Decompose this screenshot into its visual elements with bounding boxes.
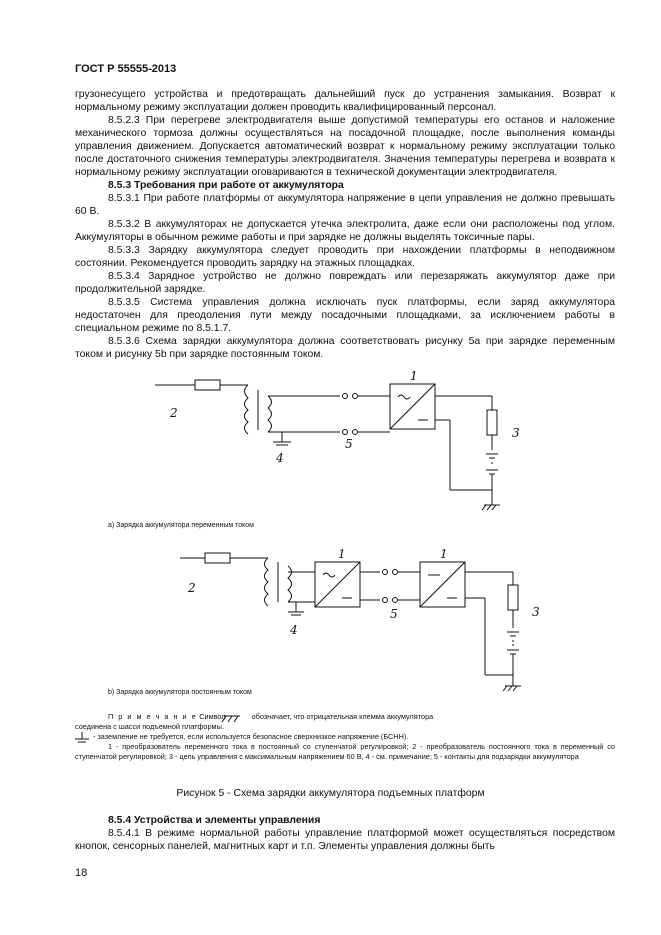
note-line1a: Символ (197, 712, 226, 721)
figure-note (75, 712, 615, 762)
fuse-b (205, 553, 230, 563)
paragraph: грузонесущего устройства и предотвращать дальнейший пуск до устранения замыкания. Возврат к нормальному режиму эксплуатации должен проводить квалифицированный персонал. (75, 89, 615, 113)
section-heading: 8.5.3 Требования при работе от аккумулятора (108, 180, 344, 191)
label-1b-second: 1 (440, 547, 448, 561)
paragraph: 8.5.3.4 Зарядное устройство не должно повреждать или перезаряжать аккумулятор даже при продолжительной зарядке. (75, 271, 615, 295)
label-3b: 3 (532, 605, 540, 619)
label-1a: 1 (410, 369, 418, 383)
label-5a: 5 (345, 437, 353, 451)
subcaption-a: а) Зарядка аккумулятора переменным током (108, 522, 254, 529)
subcaption-b: b) Зарядка аккумулятора постоянным током (108, 689, 252, 696)
note-legend: 1 - преобразователь переменного тока в постоянный со ступенчатой регулировкой; 2 - преобразователь постоянного тока в переменный со ступенчатой регулировкой; 3 - цепь управления с максимальным напряжением 60 В, 4 - см. примечание; 5 - контакты для подзарядки аккумулятора (75, 742, 615, 761)
section-854 (75, 814, 615, 853)
paragraph: 8.5.3.2 В аккумуляторах не допускается утечка электролита, даже если они расположены под углом. Аккумуляторы в обычном режиме работы и при зарядке не должны выделять токсичные пары. (75, 219, 615, 243)
label-5b: 5 (390, 607, 398, 621)
paragraph: 8.5.3.3 Зарядку аккумулятора следует проводить при нахождении платформы в неподвижном состоянии. Рекомендуется проводить зарядку на этажных площадках. (75, 245, 615, 269)
section-heading: 8.5.4 Устройства и элементы управления (108, 815, 321, 826)
paragraph: 8.5.3.5 Система управления должна исключать пуск платформы, если заряд аккумулятора недостаточен для преодоления пути между посадочными площадками, за исключением работы в специальном режиме по 8.5.1.7. (75, 297, 615, 334)
page-number: 18 (75, 867, 88, 879)
label-1b-first: 1 (338, 547, 346, 561)
note-line3: - заземление не требуется, если используется безопасное сверхнизкое напряжение (БСНН). (93, 732, 409, 741)
document-header: ГОСТ Р 55555-2013 (75, 63, 177, 75)
paragraph: 8.5.3.6 Схема зарядки аккумулятора должна соответствовать рисунку 5а при зарядке переменным током и рисунку 5b при зарядке постоянным током. (75, 336, 615, 360)
note-line2: соединена с шасси подъемной платформы. (75, 722, 224, 731)
paragraph: 8.5.4.1 В режиме нормальной работы управление платформой может осуществляться посредством кнопок, сенсорных панелей, магнитных карт и т.п. Элементы управления должны быть (75, 828, 615, 852)
diagram-a (155, 369, 520, 510)
label-4b: 4 (290, 623, 298, 637)
note-line1b: обозначает, что отрицательная клемма аккумулятора (249, 712, 434, 721)
paragraph: 8.5.2.3 При перегреве электродвигателя выше допустимой температуры его останов и наложение механического тормоза должны осуществляться на посадочной площадке, после выполнения команды управления движением. Допускается автоматический возврат к нормальному режиму эксплуатации только после достаточного снижения температуры электродвигателя. Значения температуры перегрева и возврата к нормальному режиму эксплуатации оговариваются в технической документации электродвигателя. (75, 115, 615, 178)
label-2b: 2 (188, 581, 196, 595)
note-lead: П р и м е ч а н и е (108, 712, 198, 721)
label-4a: 4 (276, 451, 284, 465)
diagram-b (180, 547, 540, 691)
figure-caption: Рисунок 5 - Схема зарядки аккумулятора подъемных платформ (176, 788, 485, 799)
paragraph: 8.5.3.1 При работе платформы от аккумулятора напряжение в цепи управления не должно превышать 60 В. (75, 193, 615, 217)
fuse-a (195, 380, 220, 390)
label-3a: 3 (512, 426, 520, 440)
label-2a: 2 (170, 406, 178, 420)
